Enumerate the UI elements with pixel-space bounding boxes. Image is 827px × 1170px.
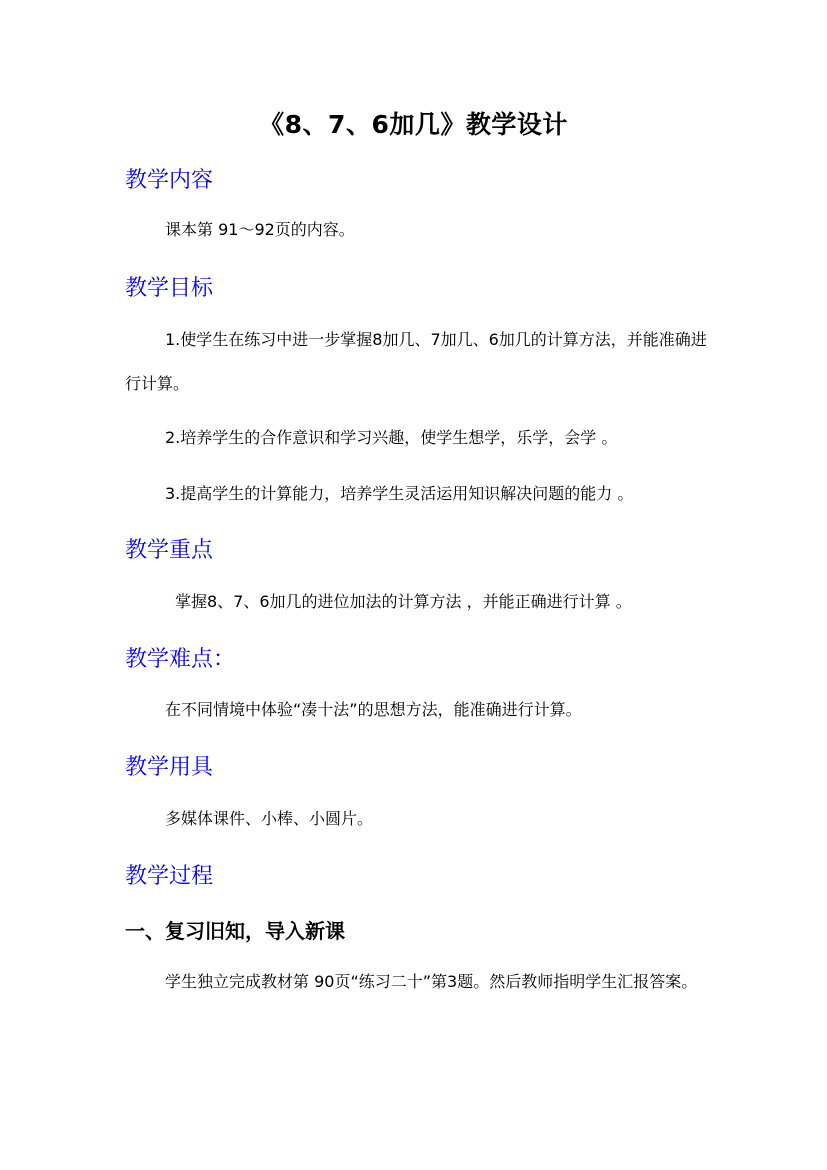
document-title: 《8、7、6加几》教学设计 bbox=[259, 110, 568, 139]
teaching-content-text: 课本第 91～92页的内容。 bbox=[165, 220, 355, 239]
heading-teaching-tools: 教学用具 bbox=[125, 755, 214, 780]
step1-heading: 一、复习旧知，导入新课 bbox=[125, 919, 345, 943]
difficulties-text: 在不同情境中体验“凑十法”的思想方法，能准确进行计算。 bbox=[165, 700, 582, 719]
objective-item-3: 3.提高学生的计算能力，培养学生灵活运用知识解决问题的能力 。 bbox=[165, 484, 634, 503]
heading-difficulties: 教学难点： bbox=[125, 647, 236, 672]
heading-key-points: 教学重点 bbox=[125, 538, 214, 563]
key-points-text: 掌握8、7、6加几的进位加法的计算方法 ，并能正确进行计算 。 bbox=[175, 592, 632, 611]
heading-teaching-objectives: 教学目标 bbox=[125, 276, 214, 301]
step1-text: 学生独立完成教材第 90页“练习二十”第3题。然后教师指明学生汇报答案。 bbox=[165, 972, 698, 991]
teaching-tools-text: 多媒体课件、小棒、小圆片。 bbox=[165, 809, 374, 828]
heading-teaching-content: 教学内容 bbox=[125, 168, 214, 193]
objective-item-1: 1.使学生在练习中进一步掌握8加几、7加几、6加几的计算方法，并能准确进行计算。 bbox=[125, 330, 707, 393]
objective-item-2: 2.培养学生的合作意识和学习兴趣，使学生想学，乐学，会学 。 bbox=[165, 428, 618, 447]
heading-teaching-process: 教学过程 bbox=[125, 864, 214, 889]
